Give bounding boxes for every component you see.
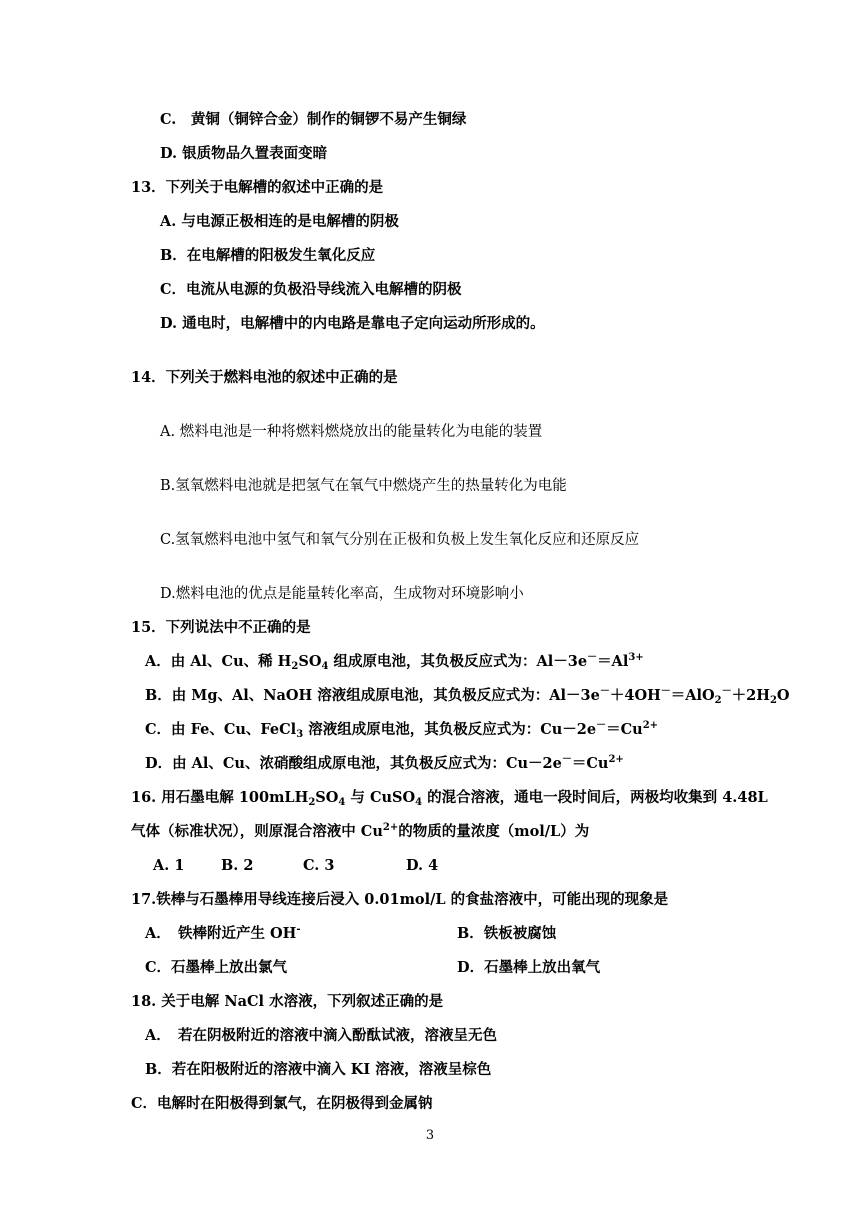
q17-option-c: C．石墨棒上放出氯气 [145, 959, 288, 976]
q17-option-a: A． 铁棒附近产生 OH- [145, 924, 301, 942]
q15-option-b: B．由 Mg、Al、NaOH 溶液组成原电池，其负极反应式为：$Al-3e^-+4OH^-=AlO_2^-+2H_2O$ [145, 686, 790, 706]
q18-stem: 18. 关于电解 NaCl 水溶液，下列叙述正确的是 [131, 993, 444, 1010]
page-number: 3 [425, 1128, 435, 1143]
q16-option-a: A. 1 [153, 857, 185, 874]
q14-option-c: C.氢氧燃料电池中氢气和氧气分别在正极和负极上发生氧化反应和还原反应 [160, 532, 640, 548]
q13-option-b: B．在电解槽的阳极发生氧化反应 [160, 247, 376, 264]
q16-option-b: B. 2 [221, 857, 254, 874]
q14-option-a: A. 燃料电池是一种将燃料燃烧放出的能量转化为电能的装置 [160, 424, 543, 440]
q18-option-a: A． 若在阴极附近的溶液中滴入酚酞试液，溶液呈无色 [145, 1027, 497, 1044]
q14-option-b: B.氢氧燃料电池就是把氢气在氧气中燃烧产生的热量转化为电能 [160, 478, 567, 494]
q18-option-b: B．若在阳极附近的溶液中滴入 KI 溶液，溶液呈棕色 [145, 1061, 492, 1078]
q13-option-a: A. 与电源正极相连的是电解槽的阴极 [160, 213, 399, 230]
q16-option-c: C. 3 [303, 857, 335, 874]
q15-stem: 15．下列说法中不正确的是 [131, 619, 311, 636]
q17-option-b: B．铁板被腐蚀 [457, 925, 557, 942]
q13-option-d: D. 通电时，电解槽中的内电路是靠电子定向运动所形成的。 [160, 315, 545, 332]
q17-option-d: D．石墨棒上放出氧气 [457, 959, 601, 976]
q16-stem-line2: 气体（标准状况），则原混合溶液中 $Cu^{2+}$的物质的量浓度（mol/L）为 [131, 822, 590, 840]
q16-stem-line1: 16. 用石墨电解 $100mLH_2SO_4$ 与 CuSO$_4$ 的混合溶液，通电一段时间后，两极均收集到 4.48L [131, 789, 768, 808]
q18-option-c: C．电解时在阳极得到氯气，在阴极得到金属钠 [131, 1095, 433, 1112]
q12-option-d: D. 银质物品久置表面变暗 [160, 145, 328, 162]
q13-option-c: C．电流从电源的负极沿导线流入电解槽的阴极 [160, 281, 462, 298]
q14-stem: 14．下列关于燃料电池的叙述中正确的是 [131, 369, 398, 386]
q15-option-a: A．由 Al、Cu、稀 $H_2SO_4$ 组成原电池，其负极反应式为：$Al-3e^-=Al^{3+}$ [145, 652, 644, 672]
q12-option-c: C. 黄铜（铜锌合金）制作的铜锣不易产生铜绿 [160, 111, 467, 128]
q16-option-d: D. 4 [406, 857, 439, 874]
q17-stem: 17.铁棒与石墨棒用导线连接后浸入 0.01mol/L 的食盐溶液中，可能出现的现象是 [131, 891, 669, 908]
q13-stem: 13．下列关于电解槽的叙述中正确的是 [131, 179, 384, 196]
q15-option-d: D．由 Al、Cu、浓硝酸组成原电池，其负极反应式为：$Cu-2e^-=Cu^{2+}$ [145, 754, 624, 772]
q14-option-d: D.燃料电池的优点是能量转化率高，生成物对环境影响小 [160, 586, 524, 602]
q15-option-c: C．由 Fe、Cu、FeCl$_3$ 溶液组成原电池，其负极反应式为：$Cu-2e^-=Cu^{2+}$ [145, 720, 659, 740]
